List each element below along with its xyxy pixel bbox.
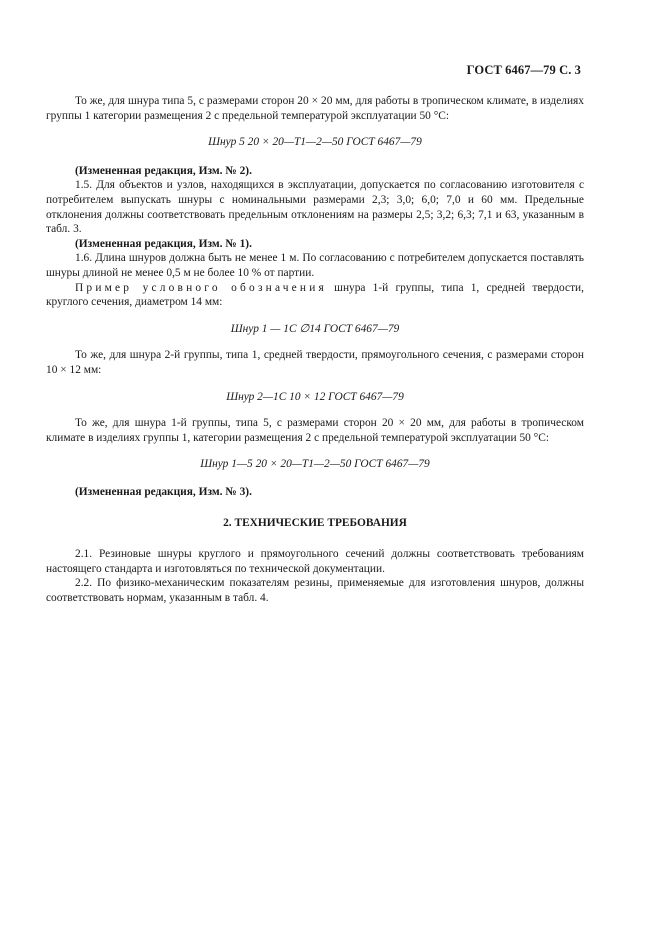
example-label: Пример условного обозначения xyxy=(75,281,327,294)
paragraph-type5-tropical: То же, для шнура типа 5, с размерами сторон 20 × 20 мм, для работы в тропическом климате, в изделиях группы 1 категории размещения 2 с предельной температурой эксплуатации 50 °С: xyxy=(46,95,584,122)
example-paragraph xyxy=(46,281,584,310)
designation-formula-2: Шнур 1 — 1С ∅14 ГОСТ 6467—79 xyxy=(230,322,400,335)
section-title: 2. ТЕХНИЧЕСКИЕ ТРЕБОВАНИЯ xyxy=(223,517,407,530)
amendment-note-3: (Измененная редакция, Изм. № 3). xyxy=(75,485,252,498)
document-body xyxy=(46,94,584,605)
paragraph-2-2: 2.2. По физико-механическим показателям резины, применяемые для изготовления шнуров, должны соответствовать нормам, указанным в табл. 4. xyxy=(46,577,584,604)
amendment-note-2: (Измененная редакция, Изм. № 2). xyxy=(75,164,252,177)
designation-formula-3: Шнур 2—1С 10 × 12 ГОСТ 6467—79 xyxy=(226,390,404,403)
paragraph-1-5: 1.5. Для объектов и узлов, находящихся в эксплуатации, допускается по согласованию изготовителя с потребителем выпускать шнуры с номинальными размерами 2,3; 3,0; 6,0; 7,0 и 60 мм. Предельные отклонения должны соответствовать предельным отклонениям на размеры 2,5; 3,2; 6,3; 7,1 и 63, указанным в табл. 3. xyxy=(46,179,584,236)
paragraph-2-1: 2.1. Резиновые шнуры круглого и прямоугольного сечений должны соответствовать требованиям настоящего стандарта и изготовляться по технической документации. xyxy=(46,548,584,575)
designation-formula-4: Шнур 1—5 20 × 20—Т1—2—50 ГОСТ 6467—79 xyxy=(200,458,430,471)
paragraph-group1-tropical: То же, для шнура 1-й группы, типа 5, с размерами сторон 20 × 20 мм, для работы в тропическом климате в изделиях группы 1, категории размещения 2 с предельной температурой эксплуатации 50 °С: xyxy=(46,417,584,444)
amendment-note-1: (Измененная редакция, Изм. № 1). xyxy=(75,237,252,250)
paragraph-1-6: 1.6. Длина шнуров должна быть не менее 1 м. По согласованию с потребителем допускается поставлять шнуры длиной не менее 0,5 м не более 10 % от партии. xyxy=(46,252,584,279)
page-header: ГОСТ 6467—79 С. 3 xyxy=(466,63,581,77)
paragraph-group2: То же, для шнура 2-й группы, типа 1, средней твердости, прямоугольного сечения, с размерами сторон 10 × 12 мм: xyxy=(46,349,584,376)
designation-formula-1: Шнур 5 20 × 20—Т1—2—50 ГОСТ 6467—79 xyxy=(208,136,422,149)
example-text: шнура 1-й группы, типа 1, средней твердости, круглого сечения, диаметром 14 мм: xyxy=(46,281,584,309)
